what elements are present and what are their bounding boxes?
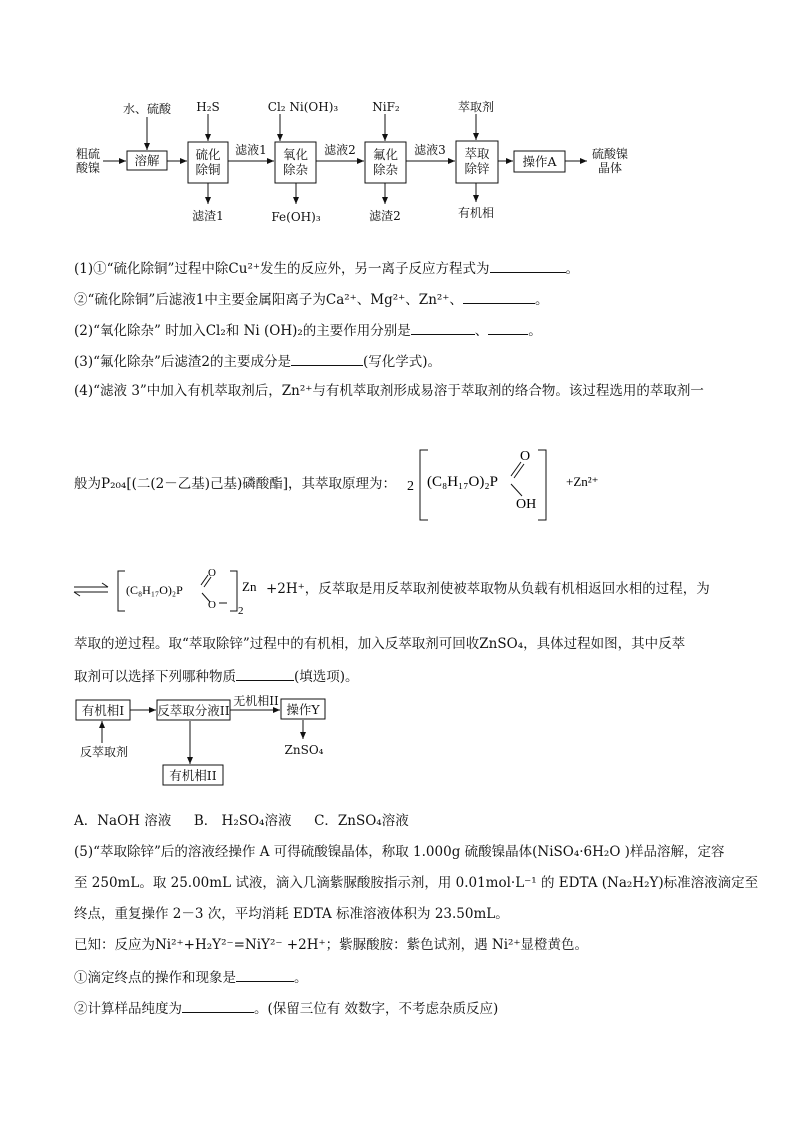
box-oxidize-text xyxy=(275,147,316,177)
flow2-box-organic2: 有机相II xyxy=(169,768,217,783)
option-b[interactable]: B． H₂SO₄溶液 xyxy=(193,813,292,829)
question-5f xyxy=(74,998,498,1018)
box-fluoride-line2: 除杂 xyxy=(372,162,398,177)
answer-blank-4[interactable] xyxy=(236,666,294,681)
question-5e xyxy=(74,967,308,987)
reagent-dissolve: 水、硫酸 xyxy=(122,102,171,116)
box-sulfide-line1: 硫化 xyxy=(195,147,221,162)
question-2-end: 。 xyxy=(528,323,542,339)
equation1-plus-zinc: +Zn²⁺ xyxy=(566,474,599,489)
extraction-equation-reactant xyxy=(400,446,640,526)
equation1-formula: (C₈H₁₇O)₂P xyxy=(427,474,498,490)
reagent-h2s: H₂S xyxy=(196,100,220,114)
option-a[interactable]: A．NaOH 溶液 xyxy=(74,813,172,829)
box-sulfide-text xyxy=(188,147,228,177)
flow2-znso4-label: ZnSO₄ xyxy=(284,743,324,757)
extraction-equation-product xyxy=(72,565,272,615)
product-line1: 硫酸镍 xyxy=(591,147,628,161)
raw-material-line1: 粗硫 xyxy=(75,147,100,161)
flow2-box-organic1: 有机相I xyxy=(81,703,125,718)
question-4b-text: 般为P₂₀₄[(二(2－乙基)己基)磷酸酯]，其萃取原理为： xyxy=(74,476,397,492)
product-line2: 晶体 xyxy=(597,161,622,175)
question-5f-text: ②计算样品纯度为 xyxy=(74,1001,182,1017)
question-4e-text: 取剂可以选择下列哪种物质 xyxy=(74,669,236,685)
question-5b-text: 至 250mL。取 25.00mL 试液，滴入几滴紫脲酸胺指示剂，用 0.01mol·L⁻¹ 的 EDTA (Na₂H₂Y)标准溶液滴定至 xyxy=(74,875,759,891)
question-4c-text: +2H⁺，反萃取是用反萃取剂使被萃取物从负载有机相返回水相的过程，为 xyxy=(266,581,710,597)
process-flowchart-lines xyxy=(0,0,800,240)
question-3-end: (写化学式)。 xyxy=(363,354,442,370)
question-3 xyxy=(74,351,441,371)
question-4d-text: 萃取的逆过程。取“萃取除锌”过程中的有机相，加入反萃取剂可回收ZnSO₄，具体过程如图，其中反萃 xyxy=(74,636,686,652)
box-oxidize-line2: 除杂 xyxy=(282,162,308,177)
reagent-oxidize: Cl₂ Ni(OH)₃ xyxy=(267,100,339,114)
residue-feoh3-label: Fe(OH)₃ xyxy=(271,210,321,224)
filtrate3-label: 滤液3 xyxy=(414,143,446,157)
equation2-oxygen: O xyxy=(208,567,216,579)
box-fluoride-text xyxy=(365,147,406,177)
question-4e xyxy=(74,666,359,686)
box-operation-a-text: 操作A xyxy=(522,154,557,169)
question-1b xyxy=(74,289,548,309)
product-label xyxy=(588,147,632,175)
answer-blank-5b[interactable] xyxy=(182,998,254,1013)
box-sulfide-line2: 除铜 xyxy=(195,162,221,177)
residue2-label: 滤渣2 xyxy=(369,209,401,223)
question-5f-end: 。(保留三位有 效数字，不考虑杂质反应) xyxy=(254,1001,499,1017)
equation1-oxygen: O xyxy=(520,449,531,464)
question-2-mid: 、 xyxy=(474,323,489,339)
equation1-hydroxyl: OH xyxy=(516,497,537,512)
equation2-zinc: Zn xyxy=(242,579,257,594)
answer-blank-2b[interactable] xyxy=(488,320,528,335)
filtrate1-label: 滤液1 xyxy=(235,143,267,157)
question-4e-end: (填选项)。 xyxy=(294,669,359,685)
raw-material-line2: 酸镍 xyxy=(75,161,100,175)
equation1-coefficient: 2 xyxy=(407,479,414,494)
question-2-text: (2)“氧化除杂” 时加入Cl₂和 Ni (OH)₂的主要作用分别是 xyxy=(74,323,411,339)
equation2-subscript: 2 xyxy=(238,605,244,615)
box-fluoride-line1: 氟化 xyxy=(372,147,398,162)
question-5c xyxy=(74,905,509,923)
reagent-nif2: NiF₂ xyxy=(372,100,400,114)
answer-blank-3[interactable] xyxy=(291,351,363,366)
question-5e-end: 。 xyxy=(294,970,308,986)
question-1a-end: 。 xyxy=(565,261,579,277)
question-4b xyxy=(74,475,396,493)
question-1a-text: (1)①“硫化除铜”过程中除Cu²⁺发生的反应外，另一离子反应方程式为 xyxy=(74,261,490,277)
residue1-label: 滤渣1 xyxy=(192,209,224,223)
flow2-box-separation: 反萃取分液II xyxy=(157,703,230,718)
answer-blank-1a[interactable] xyxy=(490,258,566,273)
question-4c xyxy=(266,580,710,598)
flow2-box-operation-y: 操作Y xyxy=(286,702,320,717)
raw-material-label xyxy=(72,147,104,175)
answer-blank-1b[interactable] xyxy=(463,289,535,304)
flow2-aqueous-label: 无机相II xyxy=(233,694,279,708)
question-5a xyxy=(74,843,724,861)
question-5d-text: 已知：反应为Ni²⁺+H₂Y²⁻=NiY²⁻ +2H⁺；紫脲酸胺：紫色试剂，遇 Ni²⁺显橙黄色。 xyxy=(74,937,589,953)
answer-blank-2a[interactable] xyxy=(411,320,475,335)
equation2-oxygen-bridge: O xyxy=(208,599,216,611)
question-1a xyxy=(74,258,579,278)
question-2 xyxy=(74,320,542,340)
flow2-reagent: 反萃取剂 xyxy=(79,745,128,759)
answer-options xyxy=(74,812,409,830)
question-5c-text: 终点，重复操作 2－3 次，平均消耗 EDTA 标准溶液体积为 23.50mL。 xyxy=(74,906,509,922)
question-5d xyxy=(74,936,588,954)
question-4a-text: (4)“滤液 3”中加入有机萃取剂后，Zn²⁺与有机萃取剂形成易溶于萃取剂的络合物。该过程选用的萃取剂一 xyxy=(74,383,704,399)
question-4a xyxy=(74,382,704,400)
box-extract-line2: 除锌 xyxy=(464,161,490,176)
question-1b-text: ②“硫化除铜”后滤液1中主要金属阳离子为Ca²⁺、Mg²⁺、Zn²⁺、 xyxy=(74,292,463,308)
question-5e-text: ①滴定终点的操作和现象是 xyxy=(74,970,236,986)
reagent-extractant: 萃取剂 xyxy=(457,100,494,114)
equation2-formula: (C₈H₁₇O)₂P xyxy=(126,583,183,597)
filtrate2-label: 滤液2 xyxy=(324,143,356,157)
box-oxidize-line1: 氧化 xyxy=(282,147,308,162)
box-dissolve-text: 溶解 xyxy=(134,153,160,168)
question-3-text: (3)“氟化除杂”后滤渣2的主要成分是 xyxy=(74,354,292,370)
question-4d xyxy=(74,635,685,653)
box-extract-text xyxy=(456,146,498,176)
box-extract-line1: 萃取 xyxy=(464,146,490,161)
question-1b-end: 。 xyxy=(534,292,549,308)
answer-blank-5a[interactable] xyxy=(236,967,294,982)
question-5b xyxy=(74,874,758,892)
organic-phase-label: 有机相 xyxy=(457,206,494,220)
option-c[interactable]: C．ZnSO₄溶液 xyxy=(314,813,409,829)
question-5a-text: (5)“萃取除锌”后的溶液经操作 A 可得硫酸镍晶体，称取 1.000g 硫酸镍晶体(NiSO₄·6H₂O )样品溶解，定容 xyxy=(74,844,725,860)
